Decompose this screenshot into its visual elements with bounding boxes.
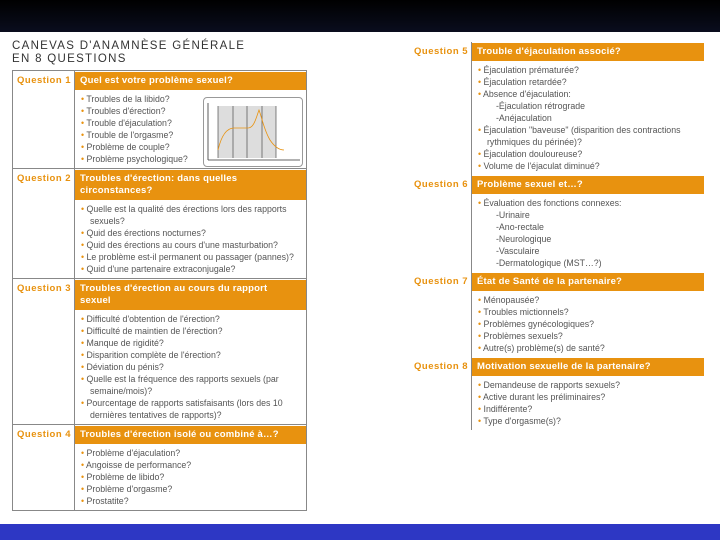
list-item: • Indifférente? — [478, 403, 698, 415]
question-heading: Motivation sexuelle de la partenaire? — [472, 358, 704, 376]
list-item: • Problème d'orgasme? — [81, 483, 300, 495]
question-heading: Problème sexuel et…? — [472, 176, 704, 194]
page-title — [12, 40, 245, 66]
right-table — [410, 42, 704, 430]
list-item: • Quelle est la fréquence des rapports sexuels (par semaine/mois)? — [81, 373, 300, 397]
list-item: • Volume de l'éjaculat diminué? — [478, 160, 698, 172]
list-item: • Autre(s) problème(s) de santé? — [478, 342, 698, 354]
question-content — [472, 42, 704, 175]
title-line-1: CANEVAS D'ANAMNÈSE GÉNÉRALE — [12, 40, 246, 52]
question-heading: Troubles d'érection isolé ou combiné à…? — [75, 426, 306, 444]
list-item: • Quelle est la qualité des érections lors des rapports sexuels? — [81, 203, 300, 227]
list-item: • Déviation du pénis? — [81, 361, 300, 373]
question-items — [472, 194, 704, 272]
curve-chart-thumbnail — [203, 97, 303, 167]
question-content — [75, 71, 306, 168]
list-item: • Problème psychologique? — [81, 153, 202, 165]
list-item: • Difficulté de maintien de l'érection? — [81, 325, 300, 337]
question-content — [75, 279, 306, 424]
list-item: -Vasculaire — [496, 246, 540, 256]
question-label: Question 3 — [13, 279, 75, 424]
question-section — [410, 272, 704, 357]
question-content — [75, 169, 306, 278]
list-item: • Troubles mictionnels? — [478, 306, 698, 318]
question-label: Question 2 — [13, 169, 75, 278]
question-section — [410, 42, 704, 175]
question-heading: État de Santé de la partenaire? — [472, 273, 704, 291]
bottom-bar — [0, 524, 720, 540]
list-item: • Active durant les préliminaires? — [478, 391, 698, 403]
question-heading: Troubles d'érection au cours du rapport sexuel — [75, 280, 306, 310]
list-item: • Absence d'éjaculation: — [478, 88, 698, 100]
list-item: • Problème de couple? — [81, 141, 202, 153]
curve-chart-graphic — [204, 98, 304, 168]
list-item: • Trouble de l'orgasme? — [81, 129, 202, 141]
list-item: • Éjaculation "baveuse" (disparition des contractions rythmiques du périnée)? — [478, 124, 698, 148]
list-item: • Manque de rigidité? — [81, 337, 300, 349]
question-items — [472, 61, 704, 175]
question-label: Question 7 — [410, 272, 472, 357]
question-content — [472, 272, 704, 357]
list-item: • Problème de libido? — [81, 471, 300, 483]
question-section — [410, 175, 704, 272]
top-bar — [0, 0, 720, 32]
question-label: Question 6 — [410, 175, 472, 272]
list-item: -Neurologique — [496, 234, 552, 244]
question-section — [13, 278, 306, 424]
question-items — [75, 310, 306, 424]
list-item: • Difficulté d'obtention de l'érection? — [81, 313, 300, 325]
list-item: • Évaluation des fonctions connexes: — [478, 197, 698, 209]
list-item: • Problèmes gynécologiques? — [478, 318, 698, 330]
list-item: • Demandeuse de rapports sexuels? — [478, 379, 698, 391]
list-item: • Type d'orgasme(s)? — [478, 415, 698, 427]
list-item: • Problèmes sexuels? — [478, 330, 698, 342]
title-line-2: EN 8 QUESTIONS — [12, 53, 127, 65]
list-item: • Angoisse de performance? — [81, 459, 300, 471]
question-heading: Troubles d'érection: dans quelles circonstances? — [75, 170, 306, 200]
list-item: • Ménopausée? — [478, 294, 698, 306]
question-items — [472, 291, 704, 357]
list-item: • Problème d'éjaculation? — [81, 447, 300, 459]
question-section — [13, 424, 306, 510]
question-section — [410, 357, 704, 430]
list-item: -Urinaire — [496, 210, 530, 220]
question-items — [75, 444, 306, 510]
list-item: • Troubles de la libido? — [81, 93, 202, 105]
question-content — [472, 357, 704, 430]
list-item: -Anéjaculation — [496, 113, 552, 123]
question-section — [13, 71, 306, 168]
list-item: • Prostatite? — [81, 495, 300, 507]
list-item: • Trouble d'éjaculation? — [81, 117, 202, 129]
list-item: -Ano-rectale — [496, 222, 544, 232]
list-item: • Quid des érections au cours d'une masturbation? — [81, 239, 300, 251]
question-section — [13, 168, 306, 278]
left-table — [12, 70, 307, 511]
question-label: Question 5 — [410, 42, 472, 175]
list-item: -Dermatologique (MST…?) — [496, 258, 602, 268]
question-content — [472, 175, 704, 272]
question-content — [75, 425, 306, 510]
list-item: • Troubles d'érection? — [81, 105, 202, 117]
list-item: • Pourcentage de rapports satisfaisants (lors des 10 dernières tentatives de rapports)? — [81, 397, 300, 421]
question-items — [472, 376, 704, 430]
question-heading: Trouble d'éjaculation associé? — [472, 43, 704, 61]
question-label: Question 4 — [13, 425, 75, 510]
list-item: • Le problème est-il permanent ou passager (pannes)? — [81, 251, 300, 263]
question-label: Question 1 — [13, 71, 75, 168]
list-item: • Éjaculation retardée? — [478, 76, 698, 88]
list-item: -Éjaculation rétrograde — [496, 101, 585, 111]
list-item: • Quid des érections nocturnes? — [81, 227, 300, 239]
question-items — [75, 200, 306, 278]
question-heading: Quel est votre problème sexuel? — [75, 72, 306, 90]
list-item: • Disparition complète de l'érection? — [81, 349, 300, 361]
list-item: • Quid d'une partenaire extraconjugale? — [81, 263, 300, 275]
list-item: • Éjaculation prématurée? — [478, 64, 698, 76]
list-item: • Éjaculation douloureuse? — [478, 148, 698, 160]
question-label: Question 8 — [410, 357, 472, 430]
